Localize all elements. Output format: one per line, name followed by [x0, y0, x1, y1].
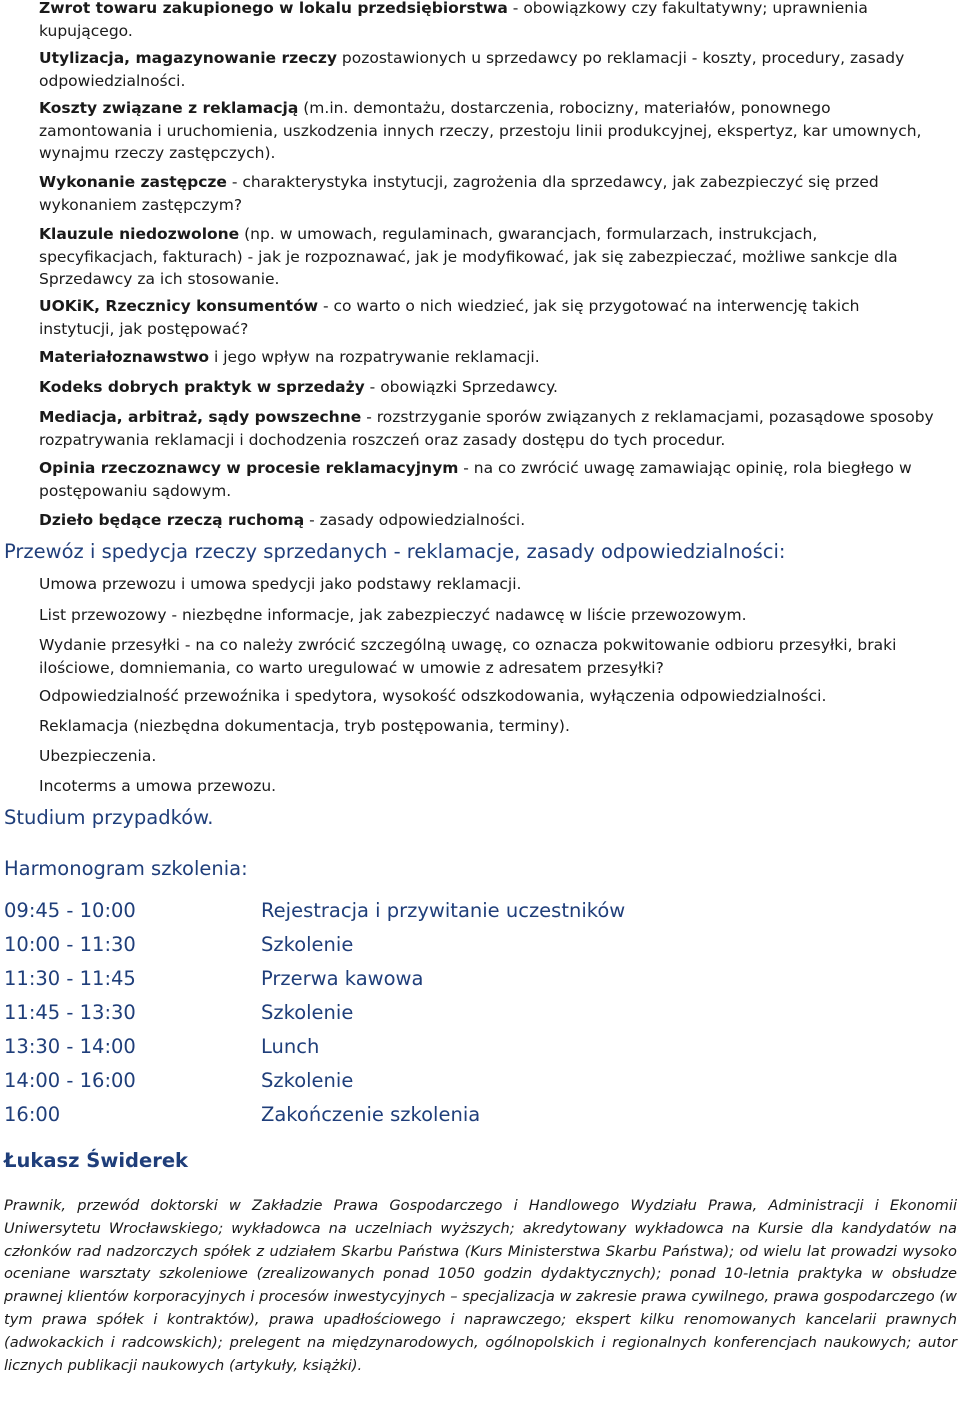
case-studies-heading: Studium przypadków.	[4, 806, 214, 829]
schedule-activity: Lunch	[261, 1035, 320, 1058]
list-item: Dzieło będące rzeczą ruchomą - zasady odpowiedzialności.	[39, 511, 526, 529]
schedule-activity: Rejestracja i przywitanie uczestników	[261, 899, 626, 922]
schedule-time: 13:30 - 14:00	[4, 1035, 136, 1058]
schedule-time: 14:00 - 16:00	[4, 1069, 136, 1092]
schedule-activity: Zakończenie szkolenia	[261, 1103, 481, 1126]
schedule-activity: Szkolenie	[261, 1001, 354, 1024]
schedule-time: 16:00	[4, 1103, 61, 1126]
list-item: Materiałoznawstwo i jego wpływ na rozpatrywanie reklamacji.	[39, 348, 540, 366]
schedule-activity: Szkolenie	[261, 1069, 354, 1092]
schedule-activity: Przerwa kawowa	[261, 967, 424, 990]
list-item: Zwrot towaru zakupionego w lokalu przedsiębiorstwa - obowiązkowy czy fakultatywny; uprawnienia kupującego.	[39, 0, 868, 40]
schedule-activity: Szkolenie	[261, 933, 354, 956]
schedule-row	[4, 899, 904, 929]
trainer-bio: Prawnik, przewód doktorski w Zakładzie Prawa Gospodarczego i Handlowego Wydziału Prawa, Administracji i Ekonomii Uniwersytetu Wrocławskiego; wykładowca na uczelniach wyższych; akredytowany wykładowca na Kursie dla kandydatów na członków rad nadzorczych spółek z udziałem Skarbu Państwa (Kurs Ministerstwa Skarbu Państwa); od wielu lat prowadzi wysoko oceniane warsztaty szkoleniowe (zrealizowanych ponad 1050 godzin dydaktycznych); ponad 10-letnia praktyka w obsłudze prawnej klientów korporacyjnych i procesów inwestycyjnych – specjalizacja w zakresie prawa cywilnego, prawa gospodarczego (w tym prawa spółek i kontraktów), prawa upadłościowego i naprawczego; ekspert kilku renomowanych kancelarii prawnych (adwokackich i radcowskich); prelegent na międzynarodowych, ogólnopolskich i regionalnych konferencjach naukowych; autor licznych publikacji naukowych (artykuły, książki).	[4, 1197, 957, 1374]
list-item: List przewozowy - niezbędne informacje, jak zabezpieczyć nadawcę w liście przewozowym.	[39, 606, 747, 624]
list-item: Ubezpieczenia.	[39, 747, 157, 765]
schedule-time: 10:00 - 11:30	[4, 933, 136, 956]
schedule-row	[4, 967, 904, 997]
list-item: Wydanie przesyłki - na co należy zwrócić szczególną uwagę, co oznacza pokwitowanie odbioru przesyłki, braki ilościowe, domniemania, co warto uregulować w umowie z adresatem przesyłki?	[39, 636, 897, 677]
list-item: Wykonanie zastępcze - charakterystyka instytucji, zagrożenia dla sprzedawcy, jak zabezpieczyć się przed wykonaniem zastępczym?	[39, 173, 879, 214]
list-item: UOKiK, Rzecznicy konsumentów - co warto o nich wiedzieć, jak się przygotować na interwencję takich instytucji, jak postępować?	[39, 297, 860, 338]
schedule-row	[4, 933, 904, 963]
schedule-row	[4, 1069, 904, 1099]
list-item: Odpowiedzialność przewoźnika i spedytora, wysokość odszkodowania, wyłączenia odpowiedzialności.	[39, 687, 827, 705]
list-item: Kodeks dobrych praktyk w sprzedaży - obowiązki Sprzedawcy.	[39, 378, 558, 396]
schedule-time: 11:30 - 11:45	[4, 967, 136, 990]
list-item: Klauzule niedozwolone (np. w umowach, regulaminach, gwarancjach, formularzach, instrukcjach, specyfikacjach, fakturach) - jak je rozpoznawać, jak je modyfikować, jak się zabezpieczać, możliwe sankcje dla Sprzedawcy za ich stosowanie.	[39, 225, 898, 288]
list-item: Mediacja, arbitraż, sądy powszechne - rozstrzyganie sporów związanych z reklamacjami, pozasądowe sposoby rozpatrywania reklamacji i dochodzenia roszczeń oraz zasady dostępu do tych procedur.	[39, 408, 934, 449]
trainer-name: Łukasz Świderek	[4, 1149, 189, 1172]
list-item: Incoterms a umowa przewozu.	[39, 777, 277, 795]
list-item: Utylizacja, magazynowanie rzeczy pozostawionych u sprzedawcy po reklamacji - koszty, procedury, zasady odpowiedzialności.	[39, 49, 905, 90]
schedule-row	[4, 1103, 904, 1133]
list-item: Reklamacja (niezbędna dokumentacja, tryb postępowania, terminy).	[39, 717, 570, 735]
schedule-row	[4, 1035, 904, 1065]
schedule-row	[4, 1001, 904, 1031]
schedule-time: 09:45 - 10:00	[4, 899, 136, 922]
section-heading: Przewóz i spedycja rzeczy sprzedanych - reklamacje, zasady odpowiedzialności:	[4, 540, 786, 563]
schedule-heading: Harmonogram szkolenia:	[4, 857, 248, 880]
schedule-time: 11:45 - 13:30	[4, 1001, 136, 1024]
list-item: Koszty związane z reklamacją (m.in. demontażu, dostarczenia, robocizny, materiałów, ponownego zamontowania i uruchomienia, uszkodzenia innych rzeczy, przestoju linii produkcyjnej, ekspertyz, kar umownych, wynajmu rzeczy zastępczych).	[39, 99, 922, 162]
list-item: Umowa przewozu i umowa spedycji jako podstawy reklamacji.	[39, 575, 522, 593]
list-item: Opinia rzeczoznawcy w procesie reklamacyjnym - na co zwrócić uwagę zamawiając opinię, rola biegłego w postępowaniu sądowym.	[39, 459, 912, 500]
